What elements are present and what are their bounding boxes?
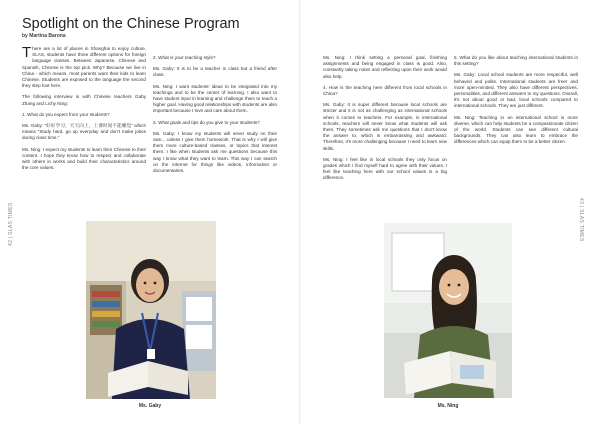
page-gutter	[299, 0, 301, 424]
question: 3. What goals and tips do you give to your students?	[153, 119, 260, 125]
drop-cap: T	[22, 44, 32, 61]
paragraph: Ms. Ning: I think setting a personal goal, finishing assignments and being engaged in class is good. Also, constantly taking notes and reflecting upon their work would also help.	[323, 55, 447, 79]
column-2	[153, 55, 277, 179]
paragraph: Ms. Ning: I expect my students to learn their Chinese to their content. I hope they know how to respect and collaborate with others in works and build their characteristics around the core values.	[22, 146, 146, 171]
photo-ms-gaby-illustration	[86, 221, 216, 399]
caption-ms-gaby: Ms. Gaby	[138, 403, 162, 409]
paragraph: Ms. Ning: Teaching in an international school is more diverse, which can help students be a compassionate citizen of the world. Students can see different cultural backgrounds. They can also learn to embrace the differences which can equip them to be a better citizen.	[454, 114, 578, 145]
article-title: Spotlight on the Chinese Program	[22, 16, 240, 32]
question: 4. How is the teaching here different from local schools in China?	[323, 84, 447, 97]
column-1	[22, 46, 146, 176]
paragraph: Ms. Gaby: I know my students will never study on their own... unless I give them homework. That is why I will give them more culture-based classes, or topics that interest them. I like when students ask me questions because this way I know what they want to learn. This way I can search on the internet for things like videos, information or documentaries.	[153, 130, 277, 174]
photo-ms-ning-illustration	[384, 223, 512, 398]
paragraph: The following interview is with Chinese teachers Gaby Zhang and Lichy Ning:	[22, 94, 146, 106]
column-3	[323, 55, 447, 187]
paragraph: There are a lot of places in Shanghai to enjoy culture, SLAS, students have three different options for foreign language classes. Between Japanese, Chinese and Spanish, Chinese is the top pick. Why? Because we live in China - which means, most parents want their kids to learn Chinese. Students are exposed to the language the second they step foot here.	[22, 44, 146, 89]
question: 2. What is your teaching style?	[153, 55, 216, 60]
photo-ms-ning	[384, 223, 512, 398]
paragraph: Ms. Ning: I want students' ideas to be integrated into my teachings and to be the center of learning. I also want to have student input in learning and challenge them to reach a higher goal. Having good relationships with students are also important because I love and care about them.	[153, 83, 277, 114]
paragraph: Ms. Ning: I feel like in local schools they only focus on grades which I find myself hard to agree with their values. I feel like teaching here with our school values is a big difference.	[323, 156, 447, 181]
question: 1. What do you expect from your students?	[22, 111, 110, 117]
page-number-right: 43 | SLAS TIMES	[578, 198, 584, 242]
photo-ms-gaby	[86, 221, 216, 399]
paragraph: Ms. Gaby: It is to be a teacher in class but a friend after class.	[153, 66, 277, 78]
question: 5. What do you like about teaching international students in this setting?	[454, 55, 578, 67]
paragraph: Ms. Gaby: It is super different because local schools are stricter and it is not as challenging as international schools when it comes to teachers. For example, in international schools, teachers will never know what students will ask them. They sometimes ask me questions that I don't know the answer to, which is embarrassing and awkward. Therefore, it's more challenging because I need to learn new skills.	[323, 102, 447, 151]
column-4	[454, 55, 578, 151]
caption-ms-ning: Ms. Ning	[437, 403, 459, 409]
paragraph: Ms. Gaby: Local school students are more respectful, well behaved and polite. International students are freer and more open-minded. They also have different perspectives, personalities, and different answers to my questions. Overall, it's not about good or bad, local schools compared to international schools. They are just different.	[454, 72, 579, 109]
paragraph: Ms. Gaby: “好好学习，天天向上，上课时间不能睡觉” which means “Study hard, go up everyday and don't make jokes during class time.”	[22, 123, 146, 141]
article-byline: by Martina Barona	[22, 33, 66, 39]
page-number-left: 42 | SLAS TIMES	[8, 202, 14, 246]
